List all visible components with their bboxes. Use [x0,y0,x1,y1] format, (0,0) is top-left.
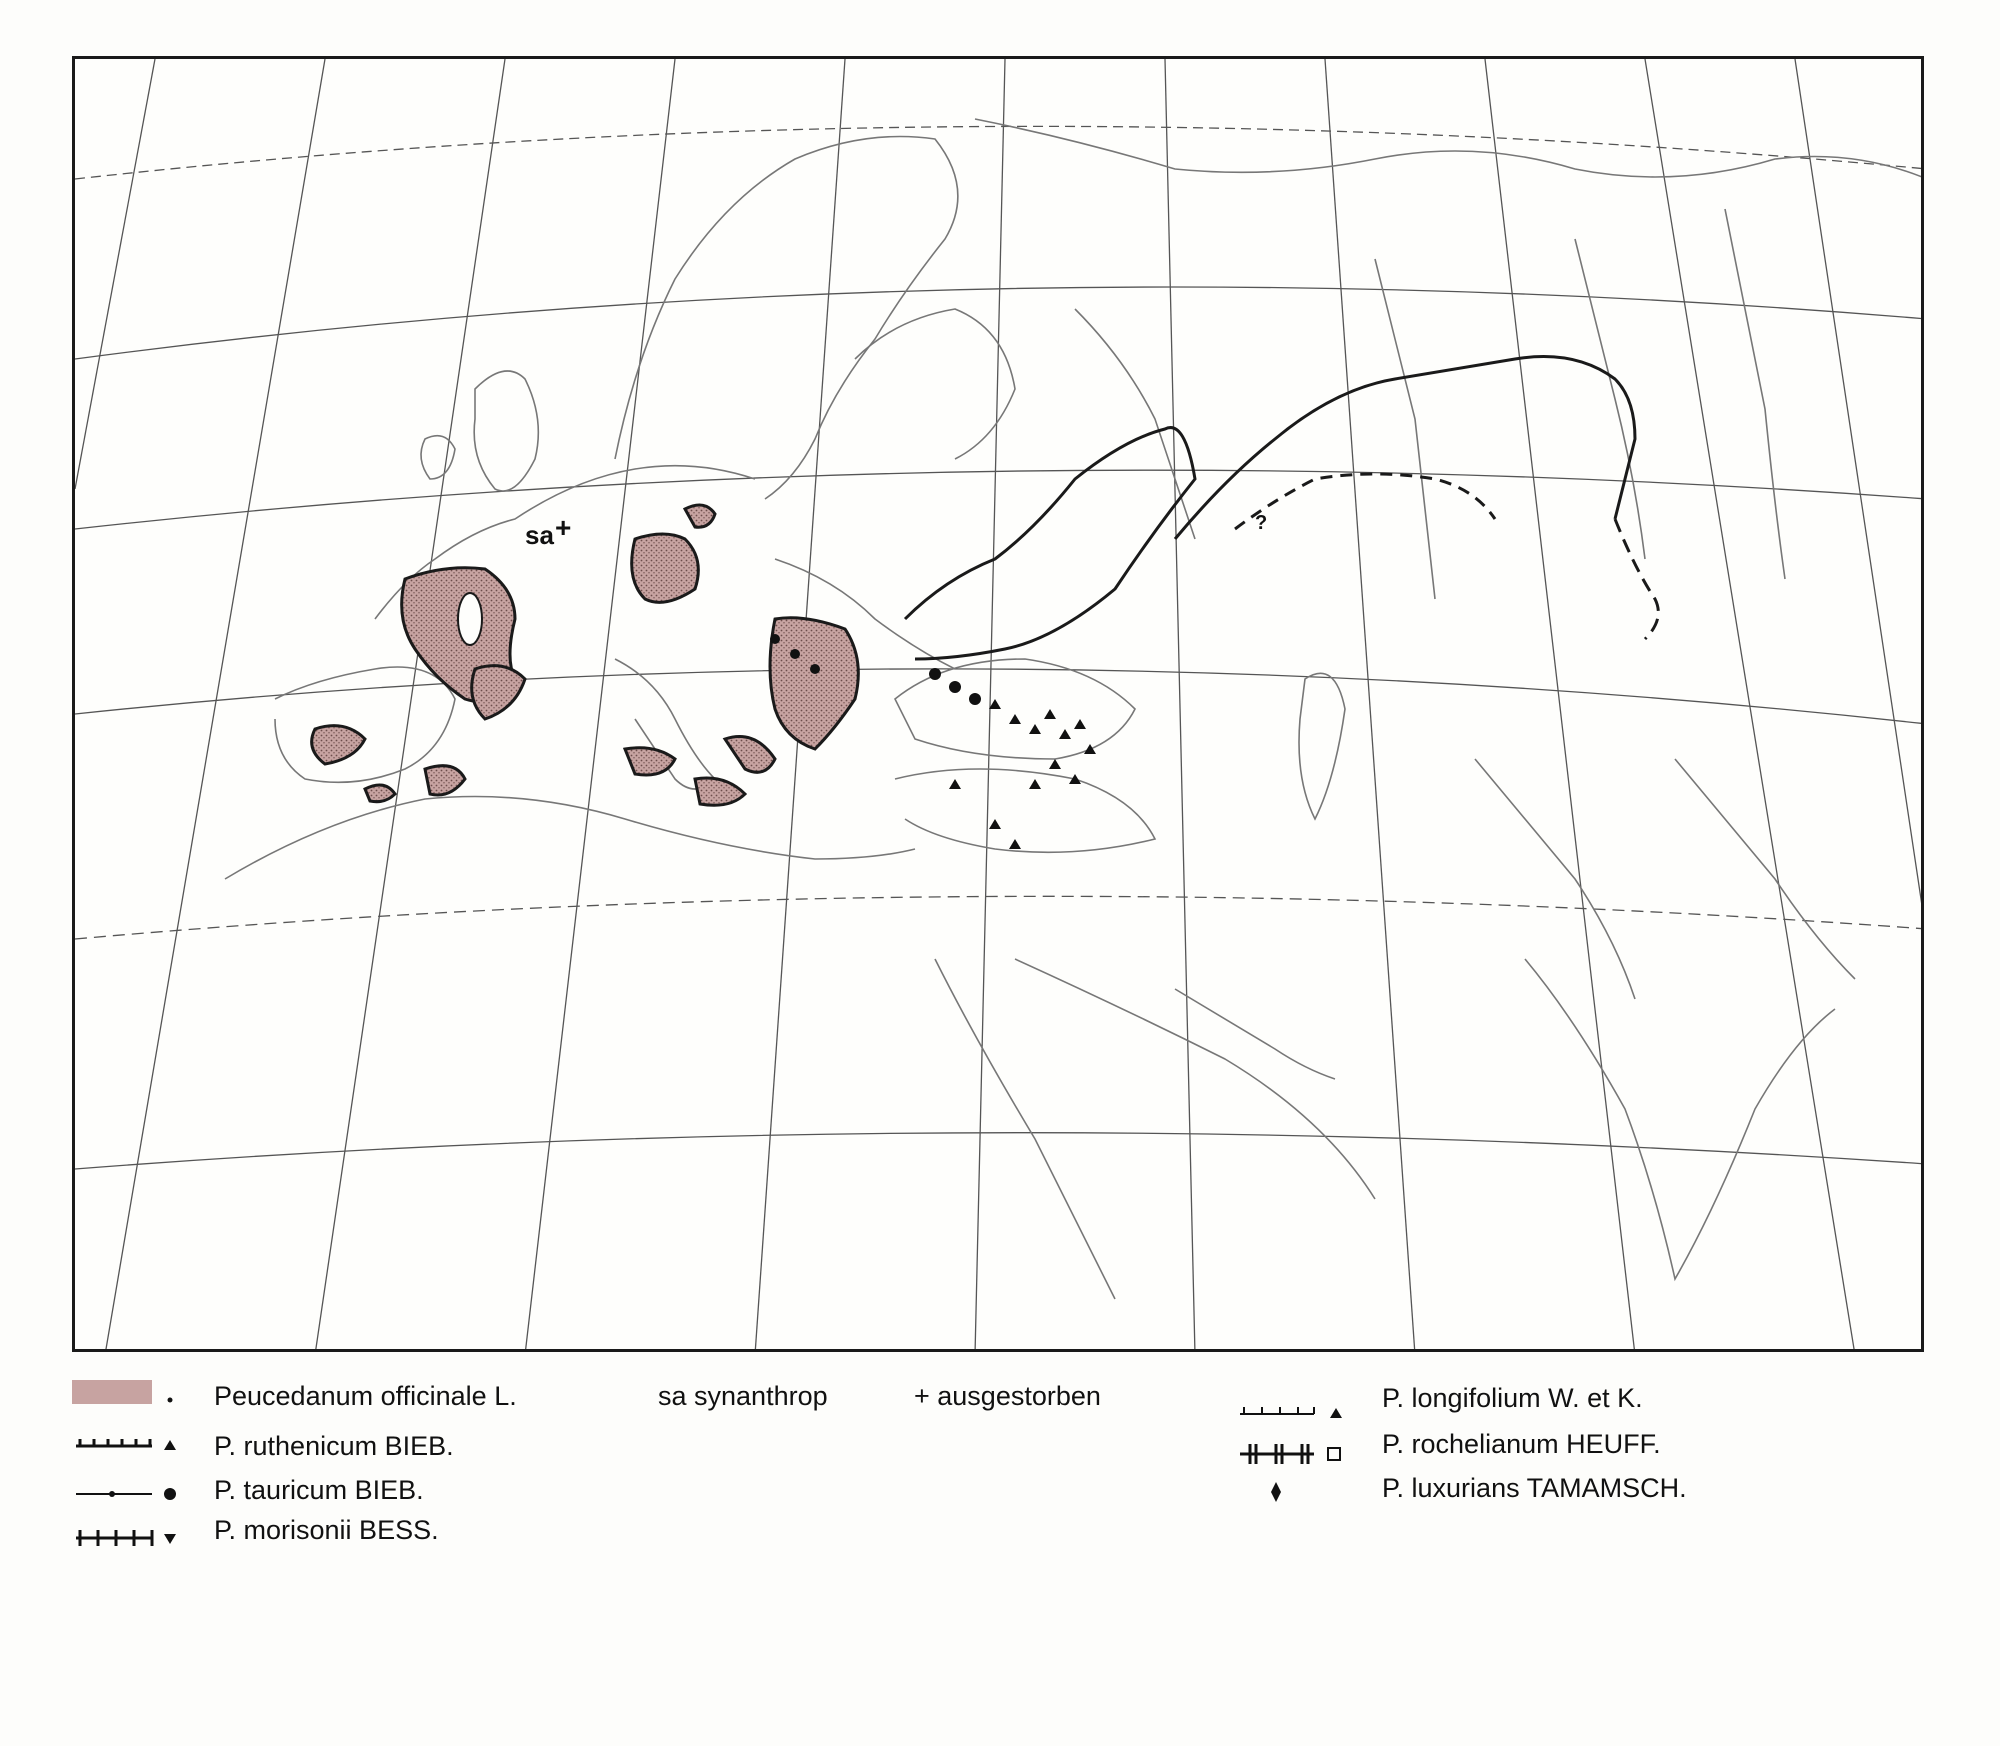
map-canvas [75,59,1924,1352]
distribution-map [72,56,1924,1352]
tick-line-down-triangle-icon [72,1522,182,1552]
legend-extinct: + ausgestorben [914,1381,1101,1411]
stippled-area-swatch-icon [72,1378,182,1408]
legend-longifolium: P. longifolium W. et K. [1382,1383,1643,1413]
legend-ruthenicum: P. ruthenicum BIEB. [214,1431,454,1461]
officinale-range [312,505,859,805]
legend-synanthrop: sa synanthrop [658,1381,828,1411]
legend-rochelianum: P. rochelianum HEUFF. [1382,1429,1661,1459]
ticked-line-triangle-icon [1236,1396,1346,1426]
species-range-lines [905,357,1658,660]
double-tick-line-square-icon [1236,1438,1346,1468]
synanthrop-label: sa [525,520,554,550]
comb-line-triangle-icon [72,1428,182,1458]
legend-morisonii: P. morisonii BESS. [214,1515,439,1545]
diamond-icon [1266,1476,1296,1510]
uncertain-marker: ? [1255,512,1268,534]
dot-line-half-circle-icon [72,1476,182,1506]
legend-tauricum: P. tauricum BIEB. [214,1475,424,1505]
legend-luxurians: P. luxurians TAMAMSCH. [1382,1473,1687,1503]
legend-officinale: Peucedanum officinale L. [214,1381,517,1411]
range-gap [458,593,482,645]
graticule [75,59,1924,1352]
extinct-marker: + [555,512,572,543]
